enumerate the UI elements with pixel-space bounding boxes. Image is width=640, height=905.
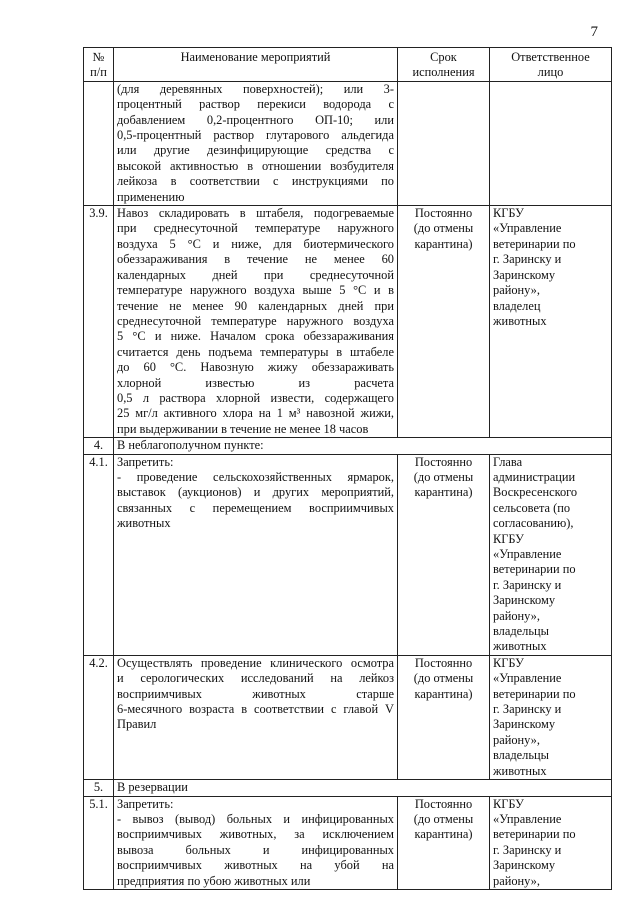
text-line: (до отмены — [413, 469, 474, 484]
text-line: 0,5-процентный раствор глутарового альдегида — [117, 128, 394, 143]
text-line: или другие дезинфицирующие средства с — [117, 143, 394, 158]
text-line: ветеринарии по — [493, 236, 576, 251]
text-line: животных — [493, 313, 547, 328]
text-line: воздуха 5 °С и ниже, для биотермического — [117, 236, 394, 251]
responsible-party — [490, 206, 612, 438]
text-line: Запретить: — [117, 454, 174, 469]
text-line: высокой активностью в отношении возбудителя — [117, 158, 394, 173]
row-number: 5. — [84, 780, 114, 796]
text-line: г. Заринску и — [493, 842, 562, 857]
text-line: району», — [493, 608, 540, 623]
section-row — [84, 438, 612, 454]
text-line: 5 °С и ниже. Началом срока обеззараживания — [117, 329, 394, 344]
text-line: животных — [493, 639, 547, 654]
text-line: и серологических исследований на лейкоз — [117, 671, 394, 686]
text-line: согласованию), — [493, 516, 574, 531]
row-number: 3.9. — [84, 206, 114, 438]
text-line: Постоянно — [414, 454, 473, 469]
table-header-row — [84, 48, 612, 82]
table-row — [84, 206, 612, 438]
text-line: календарных дней при среднесуточной — [117, 267, 394, 282]
measure-description — [114, 796, 398, 889]
measure-description — [114, 454, 398, 655]
header-responsible: Ответственное лицо — [490, 48, 612, 82]
text-line: 25 мг/л активного хлора на 1 м³ навозной жижи, — [117, 406, 394, 421]
text-line: ветеринарии по — [493, 562, 576, 577]
text-line: Осуществлять проведение клинического осмотра — [117, 655, 394, 670]
text-line: температуре наружного воздуха выше 5 °С и в — [117, 283, 394, 298]
text-line: владельцы — [493, 624, 549, 639]
text-line: «Управление — [493, 221, 562, 236]
text-line: среднесуточной температуре наружного воздуха — [117, 313, 394, 328]
text-line: г. Заринску и — [493, 702, 562, 717]
text-line: выставок (аукционов) и других мероприятий, — [117, 485, 394, 500]
text-line: - вывоз (вывод) больных и инфицированных — [117, 811, 394, 826]
responsible-party — [490, 655, 612, 779]
page-number: 7 — [590, 24, 598, 40]
text-line: Воскресенского — [493, 485, 578, 500]
header-name: Наименование мероприятий — [114, 48, 398, 82]
text-line: Правил — [117, 717, 157, 732]
text-line: Навоз складировать в штабеля, подогреваемые — [117, 206, 394, 221]
text-line: КГБУ — [493, 655, 524, 670]
section-row — [84, 780, 612, 796]
text-line: (до отмены — [413, 221, 474, 236]
text-line: (до отмены — [413, 671, 474, 686]
responsible-party — [490, 454, 612, 655]
text-line: Заринскому — [493, 858, 556, 873]
text-line: карантина) — [414, 827, 473, 842]
text-line: обеззараживания в течение не менее 60 — [117, 252, 394, 267]
table-row — [84, 454, 612, 655]
text-line: району», — [493, 283, 540, 298]
measures-table — [83, 47, 612, 890]
row-number: 4. — [84, 438, 114, 454]
text-line: «Управление — [493, 547, 562, 561]
text-line: району», — [493, 873, 540, 888]
text-line: г. Заринску и — [493, 577, 562, 592]
execution-term — [398, 454, 490, 655]
text-line: предприятия по убою животных или — [117, 873, 311, 888]
text-line: ветеринарии по — [493, 686, 576, 701]
text-line: лейкоза в соответствии с инструкциями по — [117, 174, 394, 189]
responsible-party — [490, 81, 612, 205]
row-number: 5.1. — [84, 796, 114, 889]
text-line: Постоянно — [414, 655, 473, 670]
row-number: 4.1. — [84, 454, 114, 655]
text-line: владелец — [493, 298, 541, 313]
text-line: Постоянно — [414, 206, 473, 221]
text-line: карантина) — [414, 686, 473, 701]
text-line: (до отмены — [413, 811, 474, 826]
table-row — [84, 796, 612, 889]
table-row — [84, 655, 612, 779]
text-line: КГБУ — [493, 796, 524, 811]
header-num: № п/п — [84, 48, 114, 82]
text-line: ветеринарии по — [493, 827, 576, 842]
text-line: карантина) — [414, 485, 473, 500]
measure-description — [114, 81, 398, 205]
text-line: району», — [493, 732, 540, 747]
text-line: г. Заринску и — [493, 252, 562, 267]
text-line: Запретить: — [117, 796, 174, 811]
row-number: 4.2. — [84, 655, 114, 779]
execution-term — [398, 81, 490, 205]
text-line: животных — [493, 763, 547, 778]
text-line: (для деревянных поверхностей); или 3- — [117, 81, 394, 96]
text-line: Заринскому — [493, 593, 556, 608]
text-line: восприимчивых животных на убой на — [117, 858, 394, 873]
header-term: Срок исполнения — [398, 48, 490, 82]
text-line: до 60 °С. Навозную жижу обеззараживать — [117, 360, 394, 375]
text-line: Постоянно — [414, 796, 473, 811]
text-line: связанных с перемещением восприимчивых — [117, 500, 394, 515]
execution-term — [398, 206, 490, 438]
text-line: - проведение сельскохозяйственных ярмарок, — [117, 469, 394, 484]
text-line: карантина) — [414, 236, 473, 251]
text-line: при выдерживании в течение не менее 18 часов — [117, 421, 369, 436]
measure-description — [114, 206, 398, 438]
text-line: Заринскому — [493, 717, 556, 732]
text-line: применению — [117, 189, 185, 204]
measure-description — [114, 655, 398, 779]
text-line: животных — [117, 516, 171, 531]
table-body — [84, 81, 612, 889]
text-line: течение не менее 90 календарных дней при — [117, 298, 394, 313]
text-line: восприимчивых животных, за исключением — [117, 827, 394, 842]
text-line: при среднесуточной температуре наружного — [117, 221, 394, 236]
text-line: «Управление — [493, 811, 562, 826]
text-line: вывоза больных и инфицированных — [117, 842, 394, 857]
execution-term — [398, 796, 490, 889]
text-line: восприимчивых животных старше — [117, 686, 394, 701]
text-line: Глава — [493, 454, 523, 469]
section-title: В неблагополучном пункте: — [114, 438, 612, 454]
text-line: «Управление — [493, 671, 562, 686]
section-title: В резервации — [114, 780, 612, 796]
row-number — [84, 81, 114, 205]
text-line: сельсовета (по — [493, 500, 571, 515]
text-line: администрации — [493, 469, 576, 484]
text-line: процентный раствор перекиси водорода с — [117, 97, 394, 112]
text-line: считается день подъема температуры в штабеле — [117, 344, 394, 359]
text-line: КГБУ — [493, 531, 524, 546]
text-line: 0,5 л раствора хлорной извести, содержащего — [117, 390, 394, 405]
table-row — [84, 81, 612, 205]
text-line: КГБУ — [493, 206, 524, 221]
text-line: Заринскому — [493, 267, 556, 282]
text-line: владельцы — [493, 748, 549, 763]
text-line: 6-месячного возраста в соответствии с главой V — [117, 702, 394, 717]
responsible-party — [490, 796, 612, 889]
execution-term — [398, 655, 490, 779]
text-line: хлорной известью из расчета — [117, 375, 394, 390]
text-line: добавлением 0,2-процентного ОП-10; или — [117, 112, 394, 127]
